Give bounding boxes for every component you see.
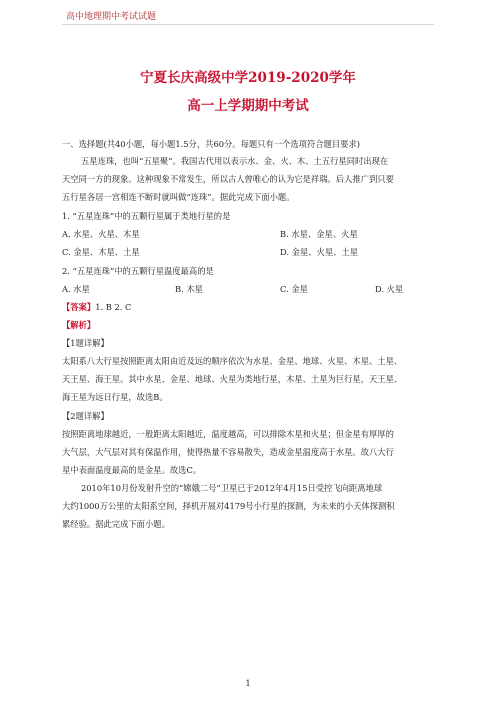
q1-option-b: B. 水星、金星、火星 [280, 229, 358, 239]
paragraph-line: 2010年10月份发射升空的“嫦娥二号”卫星已于2012年4月15日受控飞向距离地球 [81, 483, 383, 493]
q1-option-c: C. 金星、木星、土星 [62, 247, 140, 257]
analysis-label: 【解析】 [62, 320, 96, 330]
answer-text: 1. B 2. C [95, 302, 132, 312]
detail-2-label: 【2题详解】 [62, 411, 109, 421]
q1-option-a: A. 水星、火星、木星 [62, 229, 140, 239]
paragraph-line: 按照距离地球越近，一般距离太阳越近，温度越高，可以排除木星和火星；但金星有厚厚的 [62, 429, 394, 439]
q2-option-c: C. 金星 [280, 284, 308, 294]
running-header: 高中地理期中考试试题 [66, 12, 157, 22]
question-1: 1. “五星连珠”中的五颗行星属于类地行星的是 [62, 211, 231, 221]
paragraph-line: 五星连珠，也叫“五星聚”。我国古代用以表示水、金、火、木、土五行星同时出现在 [81, 156, 389, 166]
paragraph-line: 天王星、海王星。其中水星、金星、地球、火星为类地行星，木星、土星为巨行星，天王星、 [62, 374, 403, 384]
paragraph-line: 海王星为远日行星，故选B。 [62, 392, 168, 402]
answer-line [62, 301, 437, 313]
q2-option-d: D. 火星 [375, 284, 404, 294]
paragraph-line: 五行星各居一宫相连不断时就叫做“连珠”。据此完成下面小题。 [62, 192, 295, 202]
q2-option-a: A. 水星 [62, 284, 90, 294]
title-exam: 高一上学期期中考试 [187, 98, 309, 114]
paragraph-line: 累经验。据此完成下面小题。 [62, 519, 170, 529]
detail-1-label: 【1题详解】 [62, 338, 109, 348]
q1-option-d: D. 金星、火星、土星 [280, 247, 359, 257]
paragraph-line: 太阳系八大行星按照距离太阳由近及远的顺序依次为水星、金星、地球、火星、木星、土星、 [62, 356, 403, 366]
header-divider [62, 24, 434, 25]
paragraph-line: 大约1000万公里的太阳系空间，择机开展对4179号小行星的探测，为未来的小天体探测积 [62, 501, 395, 511]
answer-label: 【答案】 [62, 302, 96, 312]
title-school: 宁夏长庆高级中学2019-2020学年 [140, 70, 356, 86]
q2-option-b: B. 木星 [175, 284, 203, 294]
paragraph-line: 天空同一方的现象。这种现象不常发生，所以古人曾唯心的认为它是祥瑞。后人推广到只要 [62, 174, 394, 184]
section-heading: 一、选择题(共40小题，每小题1.5分，共60分。每题只有一个选项符合题目要求) [62, 139, 360, 149]
paragraph-line: 星中表面温度最高的是金星。故选C。 [62, 465, 202, 475]
question-2: 2. “五星连珠”中的五颗行星温度最高的是 [62, 266, 214, 276]
paragraph-line: 大气层，大气层对其有保温作用，使得热量不容易散失，造成金星温度高于水星。故八大行 [62, 447, 394, 457]
page-number: 1 [245, 679, 251, 688]
